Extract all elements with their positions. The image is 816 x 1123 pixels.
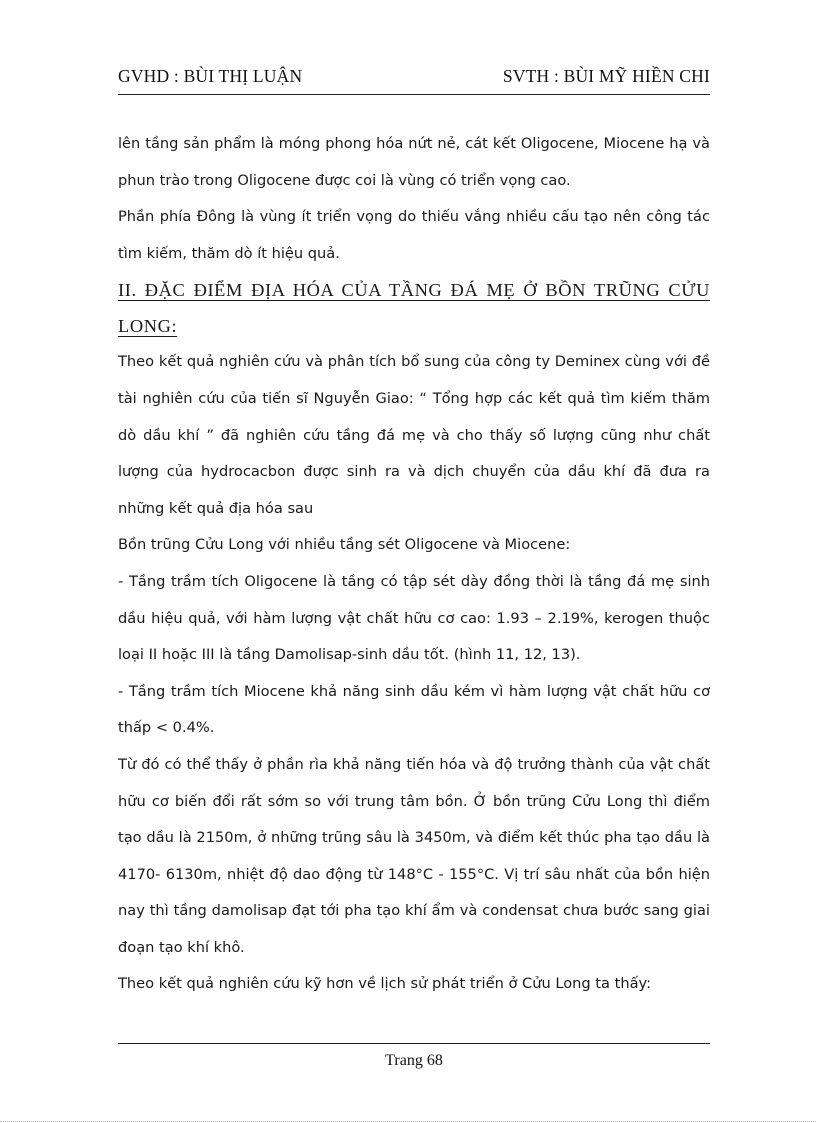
paragraph-6: - Tầng trầm tích Miocene khả năng sinh dầu kém vì hàm lượng vật chất hữu cơ thấp < 0.4%.: [118, 682, 710, 737]
page-header: [118, 64, 710, 95]
paragraph-7: Từ đó có thể thấy ở phần rìa khả năng tiến hóa và độ trưởng thành của vật chất hữu cơ biến đổi rất sớm so với trung tâm bồn. Ở bồn trũng Cửu Long thì điểm tạo dầu là 2150m, ở những trũng sâu là 3450m, và điểm kết thúc pha tạo dầu là 4170- 6130m, nhiệt độ dao động từ 148°C - 155°C. Vị trí sâu nhất của bồn hiện nay thì tầng damolisap đạt tới pha tạo khí ẩm và condensat chưa bước sang giai đoạn tạo khí khô.: [118, 755, 710, 956]
section-heading-text: II. ĐẶC ĐIỂM ĐỊA HÓA CỦA TẦNG ĐÁ MẸ Ở BỒN TRŨNG CỬU LONG:: [118, 280, 710, 337]
paragraph-1: lên tầng sản phẩm là móng phong hóa nứt nẻ, cát kết Oligocene, Miocene hạ và phun trào trong Oligocene được coi là vùng có triển vọng cao.: [118, 135, 710, 189]
paragraph-5: - Tầng trầm tích Oligocene là tầng có tập sét dày đồng thời là tầng đá mẹ sinh dầu hiệu quả, với hàm lượng vật chất hữu cơ cao: 1.93 – 2.19%, kerogen thuộc loại II hoặc III là tầng Damolisap-sinh dầu tốt. (hình 11, 12, 13).: [118, 572, 710, 664]
page-number: Trang 68: [385, 1052, 443, 1069]
document-body: [118, 126, 710, 1003]
paragraph-8: Theo kết quả nghiên cứu kỹ hơn về lịch sử phát triển ở Cửu Long ta thấy:: [118, 975, 652, 993]
header-advisor: GVHD : BÙI THỊ LUẬN: [118, 66, 303, 86]
paragraph-2: Phần phía Đông là vùng ít triển vọng do thiếu vắng nhiều cấu tạo nên công tác tìm kiếm, thăm dò ít hiệu quả.: [118, 208, 710, 262]
section-heading: [118, 272, 710, 344]
paragraph-3: Theo kết quả nghiên cứu và phân tích bổ sung của công ty Deminex cùng với đề tài nghiên cứu của tiến sĩ Nguyễn Giao: “ Tổng hợp các kết quả tìm kiếm thăm dò dầu khí ” đã nghiên cứu tầng đá mẹ và cho thấy số lượng cũng như chất lượng của hydrocacbon được sinh ra và dịch chuyển của dầu khí đã đưa ra những kết quả địa hóa sau: [118, 353, 710, 517]
paragraph-4: Bồn trũng Cửu Long với nhiều tầng sét Oligocene và Miocene:: [118, 536, 571, 554]
page-edge-divider: [0, 1121, 816, 1122]
header-student: SVTH : BÙI MỸ HIỀN CHI: [502, 66, 710, 86]
page-footer: [118, 1043, 710, 1070]
